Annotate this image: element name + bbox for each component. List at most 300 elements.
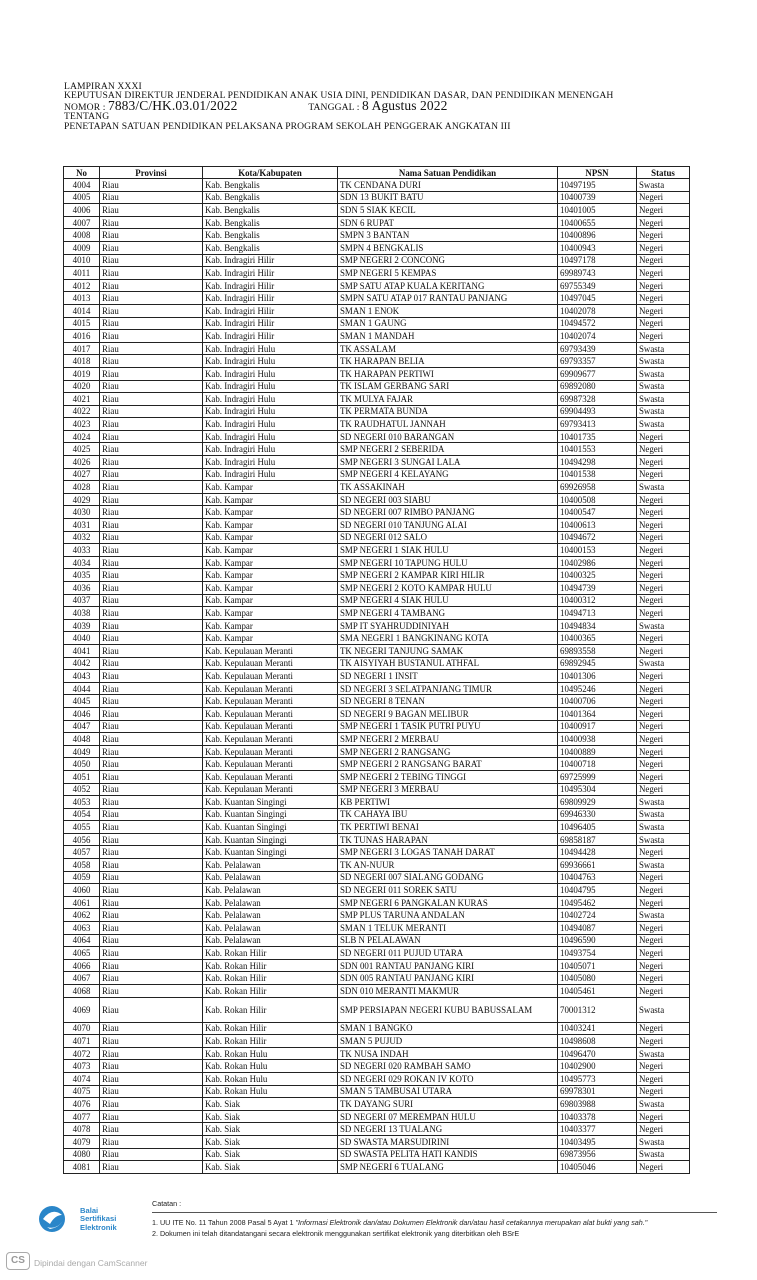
cell-npsn: 69809929 (558, 796, 637, 809)
cell-provinsi: Riau (100, 544, 203, 557)
cell-status: Negeri (637, 506, 690, 519)
cell-status: Swasta (637, 796, 690, 809)
cell-nama: TK ASSALAM (338, 342, 558, 355)
cell-npsn: 69873956 (558, 1148, 637, 1161)
cell-provinsi: Riau (100, 304, 203, 317)
table-row (64, 405, 690, 418)
cell-npsn: 10494739 (558, 582, 637, 595)
cell-npsn: 69892080 (558, 380, 637, 393)
cell-status: Swasta (637, 1148, 690, 1161)
cell-npsn: 69755349 (558, 279, 637, 292)
cell-status: Negeri (637, 519, 690, 532)
cell-npsn: 10400365 (558, 632, 637, 645)
table-row (64, 934, 690, 947)
cell-provinsi: Riau (100, 607, 203, 620)
cell-kota: Kab. Bengkalis (203, 241, 338, 254)
cell-no: 4006 (64, 204, 100, 217)
cell-no: 4076 (64, 1098, 100, 1111)
cell-provinsi: Riau (100, 758, 203, 771)
cell-status: Negeri (637, 1022, 690, 1035)
cell-status: Swasta (637, 405, 690, 418)
cell-kota: Kab. Bengkalis (203, 179, 338, 192)
cell-status: Swasta (637, 418, 690, 431)
cell-kota: Kab. Indragiri Hulu (203, 367, 338, 380)
cell-no: 4026 (64, 456, 100, 469)
cell-status: Swasta (637, 1047, 690, 1060)
table-row (64, 644, 690, 657)
cell-npsn: 10496590 (558, 934, 637, 947)
cell-kota: Kab. Pelalawan (203, 859, 338, 872)
cell-nama: SD NEGERI 13 TUALANG (338, 1123, 558, 1136)
cell-nama: SMP NEGERI 2 KOTO KAMPAR HULU (338, 582, 558, 595)
keputusan-title: KEPUTUSAN DIREKTUR JENDERAL PENDIDIKAN ANAK USIA DINI, PENDIDIKAN DASAR, DAN PENDIDIKAN MENENGAH (64, 90, 614, 102)
cell-provinsi: Riau (100, 267, 203, 280)
cell-kota: Kab. Rokan Hulu (203, 1060, 338, 1073)
cell-status: Negeri (637, 241, 690, 254)
cell-npsn: 10403241 (558, 1022, 637, 1035)
cell-kota: Kab. Indragiri Hulu (203, 443, 338, 456)
cell-npsn: 10498608 (558, 1035, 637, 1048)
table-row (64, 1123, 690, 1136)
cell-no: 4008 (64, 229, 100, 242)
cell-kota: Kab. Rokan Hilir (203, 1035, 338, 1048)
cell-status: Swasta (637, 481, 690, 494)
cell-nama: TK ISLAM GERBANG SARI (338, 380, 558, 393)
cell-npsn: 10494428 (558, 846, 637, 859)
table-row (64, 544, 690, 557)
table-row (64, 909, 690, 922)
cell-no: 4037 (64, 594, 100, 607)
table-row (64, 1022, 690, 1035)
table-row (64, 456, 690, 469)
cell-npsn: 10495462 (558, 896, 637, 909)
cell-no: 4048 (64, 733, 100, 746)
cell-status: Swasta (637, 393, 690, 406)
table-row (64, 959, 690, 972)
cell-nama: SMP NEGERI 10 TAPUNG HULU (338, 556, 558, 569)
cell-kota: Kab. Kampar (203, 594, 338, 607)
cell-no: 4066 (64, 959, 100, 972)
cell-npsn: 10402900 (558, 1060, 637, 1073)
table-row (64, 859, 690, 872)
cell-nama: SDN 001 RANTAU PANJANG KIRI (338, 959, 558, 972)
cell-npsn: 10403378 (558, 1110, 637, 1123)
cell-no: 4030 (64, 506, 100, 519)
cell-no: 4024 (64, 430, 100, 443)
cell-nama: SMAN 1 BANGKO (338, 1022, 558, 1035)
cell-no: 4022 (64, 405, 100, 418)
cell-nama: TK MULYA FAJAR (338, 393, 558, 406)
cell-status: Negeri (637, 191, 690, 204)
table-row (64, 707, 690, 720)
cell-status: Negeri (637, 229, 690, 242)
cell-kota: Kab. Kepulauan Meranti (203, 770, 338, 783)
cell-kota: Kab. Kampar (203, 531, 338, 544)
note-1 (152, 1217, 722, 1228)
cell-kota: Kab. Kuantan Singingi (203, 808, 338, 821)
cell-nama: TK NUSA INDAH (338, 1047, 558, 1060)
cell-npsn: 69936661 (558, 859, 637, 872)
cell-no: 4045 (64, 695, 100, 708)
cell-kota: Kab. Kepulauan Meranti (203, 695, 338, 708)
col-no: No (64, 167, 100, 179)
cell-provinsi: Riau (100, 896, 203, 909)
cell-kota: Kab. Kampar (203, 569, 338, 582)
cell-provinsi: Riau (100, 1098, 203, 1111)
cell-provinsi: Riau (100, 770, 203, 783)
cell-npsn: 10400325 (558, 569, 637, 582)
cell-no: 4059 (64, 871, 100, 884)
cell-kota: Kab. Bengkalis (203, 191, 338, 204)
table-row (64, 430, 690, 443)
camscanner-logo-icon: CS (6, 1252, 30, 1270)
table-row (64, 493, 690, 506)
cell-provinsi: Riau (100, 443, 203, 456)
cell-no: 4007 (64, 216, 100, 229)
cell-kota: Kab. Indragiri Hilir (203, 317, 338, 330)
table-row (64, 582, 690, 595)
cell-kota: Kab. Siak (203, 1098, 338, 1111)
table-row (64, 506, 690, 519)
lampiran-label: LAMPIRAN XXXI (64, 81, 142, 92)
cell-no: 4005 (64, 191, 100, 204)
table-row (64, 607, 690, 620)
table-row (64, 758, 690, 771)
cell-provinsi: Riau (100, 619, 203, 632)
cell-status: Swasta (637, 367, 690, 380)
catatan-label: Catatan : (152, 1199, 182, 1208)
cell-provinsi: Riau (100, 707, 203, 720)
cell-no: 4027 (64, 468, 100, 481)
cell-nama: SMAN 5 TAMBUSAI UTARA (338, 1085, 558, 1098)
cell-nama: SMP NEGERI 4 KELAYANG (338, 468, 558, 481)
cell-no: 4052 (64, 783, 100, 796)
cell-nama: SD SWASTA MARSUDIRINI (338, 1135, 558, 1148)
cell-provinsi: Riau (100, 871, 203, 884)
cell-provinsi: Riau (100, 519, 203, 532)
cell-provinsi: Riau (100, 380, 203, 393)
cell-nama: SDN 5 SIAK KECIL (338, 204, 558, 217)
cell-nama: SD NEGERI 9 BAGAN MELIBUR (338, 707, 558, 720)
cell-provinsi: Riau (100, 1022, 203, 1035)
cell-npsn: 10402986 (558, 556, 637, 569)
cell-no: 4011 (64, 267, 100, 280)
cell-nama: SD NEGERI 010 TANJUNG ALAI (338, 519, 558, 532)
cell-no: 4053 (64, 796, 100, 809)
cell-provinsi: Riau (100, 985, 203, 998)
cell-no: 4062 (64, 909, 100, 922)
cell-npsn: 10402074 (558, 330, 637, 343)
logo-line-2: Sertifikasi (80, 1214, 117, 1224)
cell-nama: TK PERMATA BUNDA (338, 405, 558, 418)
cell-no: 4070 (64, 1022, 100, 1035)
cell-kota: Kab. Indragiri Hulu (203, 355, 338, 368)
cell-status: Negeri (637, 443, 690, 456)
cell-no: 4034 (64, 556, 100, 569)
cell-provinsi: Riau (100, 330, 203, 343)
cell-kota: Kab. Kepulauan Meranti (203, 657, 338, 670)
cell-npsn: 69725999 (558, 770, 637, 783)
cell-kota: Kab. Pelalawan (203, 934, 338, 947)
cell-kota: Kab. Siak (203, 1135, 338, 1148)
cell-status: Negeri (637, 204, 690, 217)
table-row (64, 342, 690, 355)
cell-kota: Kab. Rokan Hulu (203, 1047, 338, 1060)
table-row (64, 254, 690, 267)
cell-status: Negeri (637, 632, 690, 645)
cell-npsn: 10495304 (558, 783, 637, 796)
cell-no: 4015 (64, 317, 100, 330)
cell-no: 4016 (64, 330, 100, 343)
cell-status: Negeri (637, 544, 690, 557)
cell-no: 4021 (64, 393, 100, 406)
cell-nama: TK TUNAS HARAPAN (338, 833, 558, 846)
table-row (64, 985, 690, 998)
cell-no: 4044 (64, 682, 100, 695)
table-row (64, 1148, 690, 1161)
cell-kota: Kab. Kepulauan Meranti (203, 758, 338, 771)
cell-kota: Kab. Indragiri Hulu (203, 393, 338, 406)
cell-provinsi: Riau (100, 833, 203, 846)
cell-status: Negeri (637, 745, 690, 758)
cell-provinsi: Riau (100, 405, 203, 418)
cell-provinsi: Riau (100, 972, 203, 985)
cell-kota: Kab. Rokan Hilir (203, 985, 338, 998)
cell-npsn: 10494087 (558, 922, 637, 935)
cell-nama: SD NEGERI 1 INSIT (338, 670, 558, 683)
tanggal-label: TANGGAL : (308, 101, 360, 113)
cell-nama: SMPN 4 BENGKALIS (338, 241, 558, 254)
cell-no: 4043 (64, 670, 100, 683)
table-row (64, 720, 690, 733)
cell-provinsi: Riau (100, 1110, 203, 1123)
cell-status: Negeri (637, 720, 690, 733)
cell-status: Negeri (637, 733, 690, 746)
table-row (64, 682, 690, 695)
cell-status: Negeri (637, 430, 690, 443)
cell-npsn: 10405071 (558, 959, 637, 972)
cell-kota: Kab. Pelalawan (203, 896, 338, 909)
cell-nama: SMP NEGERI 2 RANGSANG (338, 745, 558, 758)
cell-npsn: 69909677 (558, 367, 637, 380)
cell-status: Negeri (637, 1123, 690, 1136)
cell-provinsi: Riau (100, 1135, 203, 1148)
cell-nama: SD NEGERI 3 SELATPANJANG TIMUR (338, 682, 558, 695)
cell-kota: Kab. Rokan Hilir (203, 959, 338, 972)
cell-npsn: 10403377 (558, 1123, 637, 1136)
cell-npsn: 10401735 (558, 430, 637, 443)
cell-no: 4061 (64, 896, 100, 909)
table-row (64, 972, 690, 985)
table-row (64, 531, 690, 544)
cell-npsn: 10403495 (558, 1135, 637, 1148)
cell-status: Negeri (637, 695, 690, 708)
cell-provinsi: Riau (100, 632, 203, 645)
cell-no: 4069 (64, 997, 100, 1022)
cell-no: 4029 (64, 493, 100, 506)
cell-nama: SMP NEGERI 6 PANGKALAN KURAS (338, 896, 558, 909)
cell-nama: SMPN 3 BANTAN (338, 229, 558, 242)
cell-provinsi: Riau (100, 506, 203, 519)
table-row (64, 871, 690, 884)
cell-provinsi: Riau (100, 556, 203, 569)
cell-npsn: 10400718 (558, 758, 637, 771)
cell-kota: Kab. Indragiri Hilir (203, 304, 338, 317)
cell-status: Negeri (637, 582, 690, 595)
cell-nama: SMP SATU ATAP KUALA KERITANG (338, 279, 558, 292)
cell-npsn: 69803988 (558, 1098, 637, 1111)
table-row (64, 695, 690, 708)
cell-nama: SD NEGERI 020 RAMBAH SAMO (338, 1060, 558, 1073)
cell-status: Negeri (637, 947, 690, 960)
cell-status: Negeri (637, 468, 690, 481)
cell-no: 4074 (64, 1072, 100, 1085)
cell-provinsi: Riau (100, 745, 203, 758)
cell-kota: Kab. Kampar (203, 493, 338, 506)
cell-no: 4056 (64, 833, 100, 846)
cell-provinsi: Riau (100, 279, 203, 292)
cell-status: Swasta (637, 1098, 690, 1111)
cell-npsn: 69987328 (558, 393, 637, 406)
cell-npsn: 69793357 (558, 355, 637, 368)
document-header (64, 82, 714, 131)
cell-status: Negeri (637, 670, 690, 683)
table-row (64, 1098, 690, 1111)
table-row (64, 229, 690, 242)
table-row (64, 594, 690, 607)
cell-nama: SMP NEGERI 2 SEBERIDA (338, 443, 558, 456)
cell-provinsi: Riau (100, 1148, 203, 1161)
cell-kota: Kab. Indragiri Hulu (203, 468, 338, 481)
cell-nama: SD NEGERI 011 PUJUD UTARA (338, 947, 558, 960)
footer-notes (152, 1198, 722, 1239)
table-row (64, 556, 690, 569)
cell-status: Negeri (637, 493, 690, 506)
table-row (64, 355, 690, 368)
col-status: Status (637, 167, 690, 179)
cell-provinsi: Riau (100, 997, 203, 1022)
table-row (64, 1072, 690, 1085)
cell-no: 4035 (64, 569, 100, 582)
cell-nama: SDN 010 MERANTI MAKMUR (338, 985, 558, 998)
table-row (64, 997, 690, 1022)
cell-kota: Kab. Kepulauan Meranti (203, 644, 338, 657)
cell-nama: KB PERTIWI (338, 796, 558, 809)
cell-status: Negeri (637, 1110, 690, 1123)
cell-no: 4018 (64, 355, 100, 368)
table-row (64, 267, 690, 280)
cell-npsn: 69893558 (558, 644, 637, 657)
cell-provinsi: Riau (100, 1161, 203, 1174)
cell-no: 4040 (64, 632, 100, 645)
cell-status: Negeri (637, 758, 690, 771)
table-row (64, 519, 690, 532)
table-row (64, 1110, 690, 1123)
cell-nama: SD SWASTA PELITA HATI KANDIS (338, 1148, 558, 1161)
cell-no: 4047 (64, 720, 100, 733)
cell-no: 4025 (64, 443, 100, 456)
cell-nama: SMP NEGERI 2 KAMPAR KIRI HILIR (338, 569, 558, 582)
cell-provinsi: Riau (100, 481, 203, 494)
cell-status: Negeri (637, 1060, 690, 1073)
cell-status: Swasta (637, 808, 690, 821)
cell-kota: Kab. Pelalawan (203, 871, 338, 884)
cell-nama: SMP NEGERI 3 SUNGAI LALA (338, 456, 558, 469)
cell-kota: Kab. Pelalawan (203, 884, 338, 897)
cell-kota: Kab. Indragiri Hilir (203, 330, 338, 343)
table-row (64, 1035, 690, 1048)
cell-npsn: 10401306 (558, 670, 637, 683)
table-row (64, 745, 690, 758)
table-row (64, 216, 690, 229)
cell-no: 4068 (64, 985, 100, 998)
cell-provinsi: Riau (100, 720, 203, 733)
cell-status: Negeri (637, 770, 690, 783)
cell-no: 4041 (64, 644, 100, 657)
cell-kota: Kab. Kampar (203, 544, 338, 557)
cell-status: Negeri (637, 556, 690, 569)
cell-provinsi: Riau (100, 229, 203, 242)
cell-status: Negeri (637, 783, 690, 796)
cell-provinsi: Riau (100, 733, 203, 746)
cell-npsn: 10400943 (558, 241, 637, 254)
table-row (64, 770, 690, 783)
table-row (64, 670, 690, 683)
cell-nama: SMP IT SYAHRUDDINIYAH (338, 619, 558, 632)
school-table (63, 166, 690, 1174)
cell-npsn: 10494672 (558, 531, 637, 544)
cell-no: 4020 (64, 380, 100, 393)
table-row (64, 922, 690, 935)
col-nama: Nama Satuan Pendidikan (338, 167, 558, 179)
cell-kota: Kab. Kampar (203, 506, 338, 519)
cell-no: 4004 (64, 179, 100, 192)
cell-kota: Kab. Siak (203, 1110, 338, 1123)
cell-nama: SMAN 1 GAUNG (338, 317, 558, 330)
cell-kota: Kab. Indragiri Hilir (203, 267, 338, 280)
cell-npsn: 10400547 (558, 506, 637, 519)
cell-npsn: 10494298 (558, 456, 637, 469)
cell-status: Swasta (637, 1135, 690, 1148)
cell-nama: SD NEGERI 8 TENAN (338, 695, 558, 708)
cell-nama: TK CENDANA DURI (338, 179, 558, 192)
cell-npsn: 10405080 (558, 972, 637, 985)
cell-no: 4032 (64, 531, 100, 544)
tanggal-value: 8 Agustus 2022 (362, 97, 448, 113)
cell-no: 4042 (64, 657, 100, 670)
cell-nama: SMP NEGERI 6 TUALANG (338, 1161, 558, 1174)
cell-npsn: 69904493 (558, 405, 637, 418)
table-row (64, 896, 690, 909)
cell-no: 4049 (64, 745, 100, 758)
cell-npsn: 69978301 (558, 1085, 637, 1098)
cell-no: 4081 (64, 1161, 100, 1174)
cell-nama: TK PERTIWI BENAI (338, 821, 558, 834)
cell-provinsi: Riau (100, 846, 203, 859)
table-row (64, 204, 690, 217)
cell-no: 4077 (64, 1110, 100, 1123)
cell-nama: SMP NEGERI 2 CONCONG (338, 254, 558, 267)
cell-provinsi: Riau (100, 254, 203, 267)
table-row (64, 279, 690, 292)
cell-provinsi: Riau (100, 418, 203, 431)
cell-provinsi: Riau (100, 531, 203, 544)
cell-provinsi: Riau (100, 204, 203, 217)
cell-kota: Kab. Bengkalis (203, 216, 338, 229)
cell-npsn: 10497178 (558, 254, 637, 267)
cell-no: 4054 (64, 808, 100, 821)
cell-provinsi: Riau (100, 342, 203, 355)
